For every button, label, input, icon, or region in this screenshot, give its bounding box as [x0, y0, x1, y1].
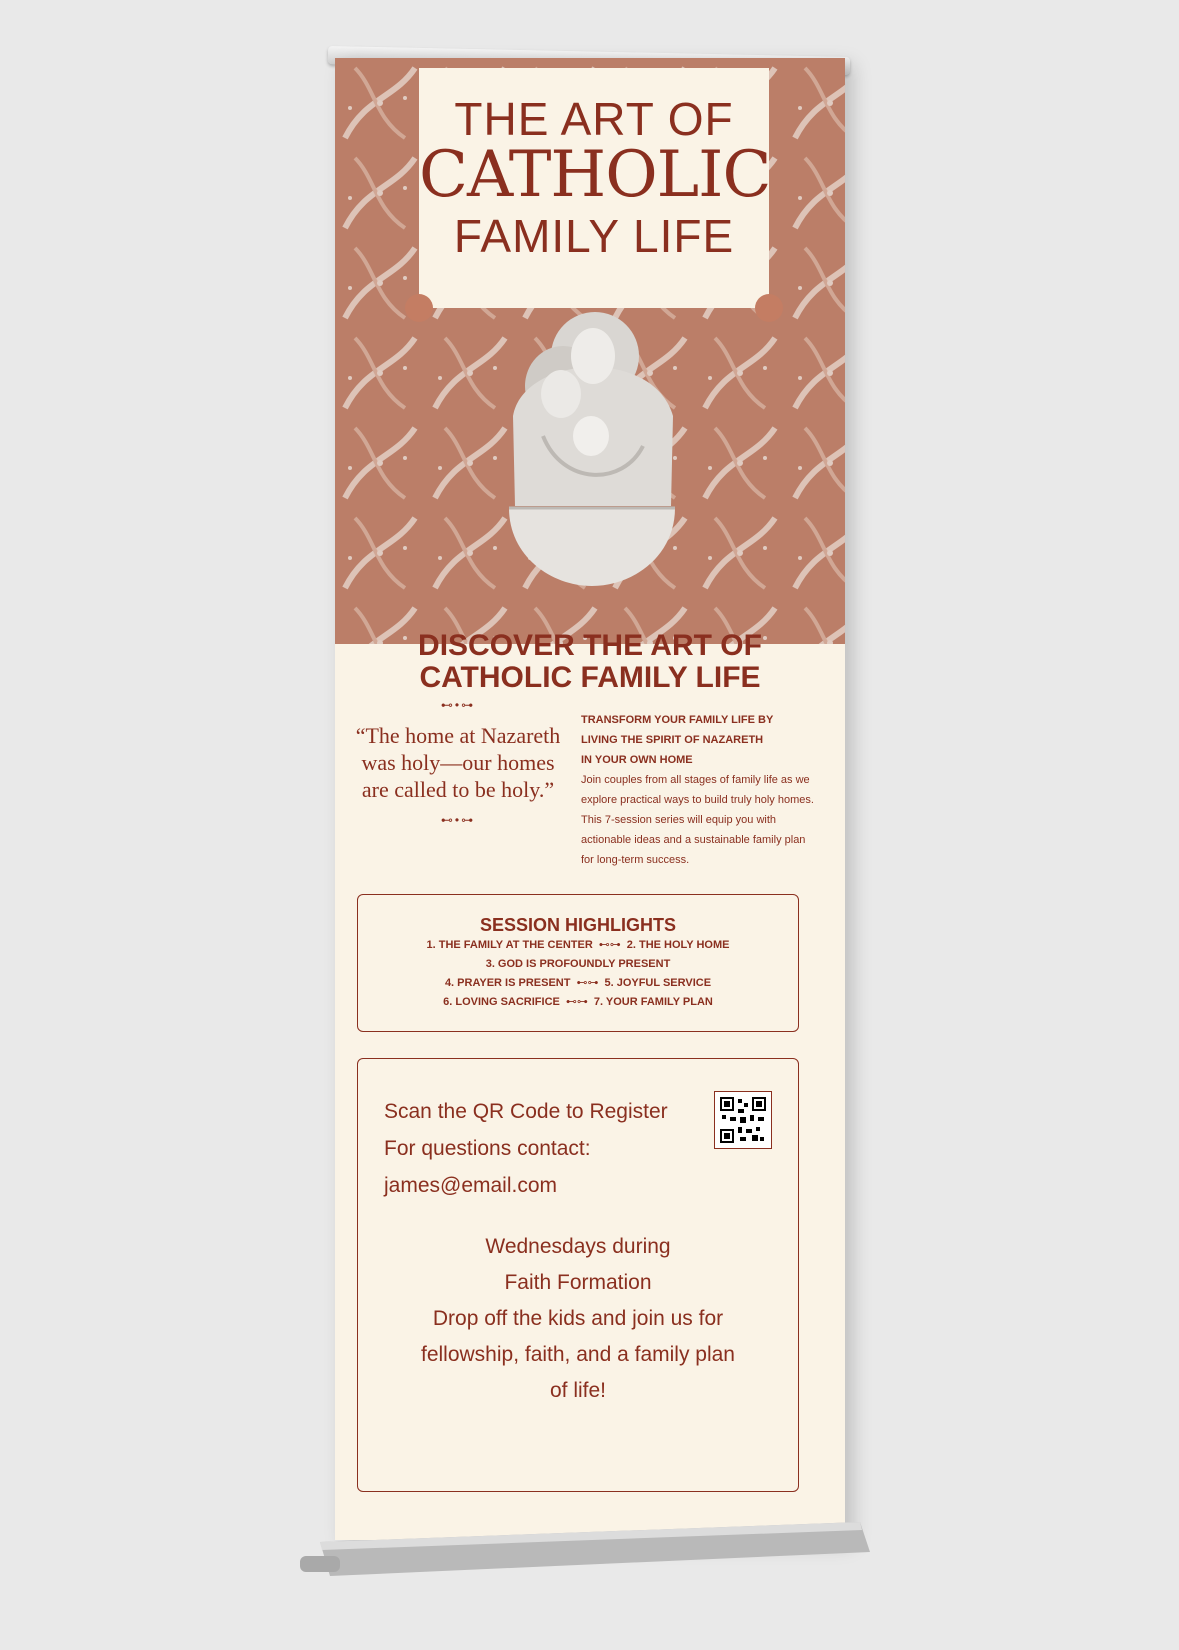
- ornament-bottom: ⊷•⊶: [440, 813, 476, 827]
- title-line-3: FAMILY LIFE: [453, 210, 735, 263]
- separator-icon: ⊷⊶: [576, 977, 599, 989]
- highlight-item: 3. GOD IS PROFOUNDLY PRESENT: [485, 958, 671, 970]
- scan-text: Scan the QR Code to Register: [384, 1100, 668, 1123]
- contact-label: For questions contact:: [384, 1137, 591, 1160]
- highlight-row: [358, 974, 798, 993]
- highlight-row: [358, 955, 798, 974]
- schedule-line-2: Faith Formation: [504, 1271, 652, 1294]
- separator-icon: ⊷⊶: [598, 939, 621, 951]
- qr-code-icon: [720, 1097, 766, 1143]
- registration-info: [384, 1093, 668, 1204]
- quote-text: “The home at Nazareth was holy—our homes are called to be holy.”: [355, 723, 561, 802]
- headline-line-2: CATHOLIC FAMILY LIFE: [419, 661, 761, 694]
- highlight-row: [358, 993, 798, 1012]
- ornament-top: ⊷•⊶: [440, 698, 476, 712]
- headline-line-1: DISCOVER THE ART OF: [418, 629, 762, 662]
- title-card: [419, 68, 769, 308]
- holy-family-relief-image: [503, 286, 681, 596]
- qr-code[interactable]: [714, 1091, 772, 1149]
- registration-box: [357, 1058, 799, 1492]
- highlight-item: 1. THE FAMILY AT THE CENTER: [426, 939, 593, 951]
- separator-icon: ⊷⊶: [565, 996, 588, 1008]
- highlight-item: 5. JOYFUL SERVICE: [604, 977, 712, 989]
- headline: [335, 630, 845, 694]
- session-highlights-title: SESSION HIGHLIGHTS: [479, 915, 677, 935]
- banner-stand-base: [300, 1512, 880, 1582]
- highlight-item: 2. THE HOLY HOME: [626, 939, 730, 951]
- hero-section: [335, 58, 845, 644]
- description-block: [581, 710, 821, 870]
- schedule-block: [358, 1229, 798, 1409]
- highlight-item: 4. PRAYER IS PRESENT: [444, 977, 571, 989]
- roll-up-banner: [335, 58, 845, 1540]
- session-highlights-box: [357, 894, 799, 1032]
- title-line-2: CATHOLIC: [419, 138, 771, 212]
- highlight-item: 7. YOUR FAMILY PLAN: [593, 996, 713, 1008]
- quote-block: [353, 698, 563, 827]
- highlight-row: [358, 936, 798, 955]
- invite-text: Drop off the kids and join us for fellowship, faith, and a family plan of life!: [420, 1307, 735, 1402]
- title-line-1: THE ART OF: [454, 93, 734, 145]
- schedule-line-1: Wednesdays during: [485, 1235, 671, 1258]
- contact-email[interactable]: james@email.com: [384, 1174, 558, 1197]
- description-heading: TRANSFORM YOUR FAMILY LIFE BY LIVING THE SPIRIT OF NAZARETH IN YOUR OWN HOME: [581, 714, 774, 766]
- description-body: Join couples from all stages of family life as we explore practical ways to build truly holy homes. This 7-session series will equip you with actionable ideas and a sustainable family plan for long-term success.: [581, 774, 814, 866]
- highlight-item: 6. LOVING SACRIFICE: [443, 996, 560, 1008]
